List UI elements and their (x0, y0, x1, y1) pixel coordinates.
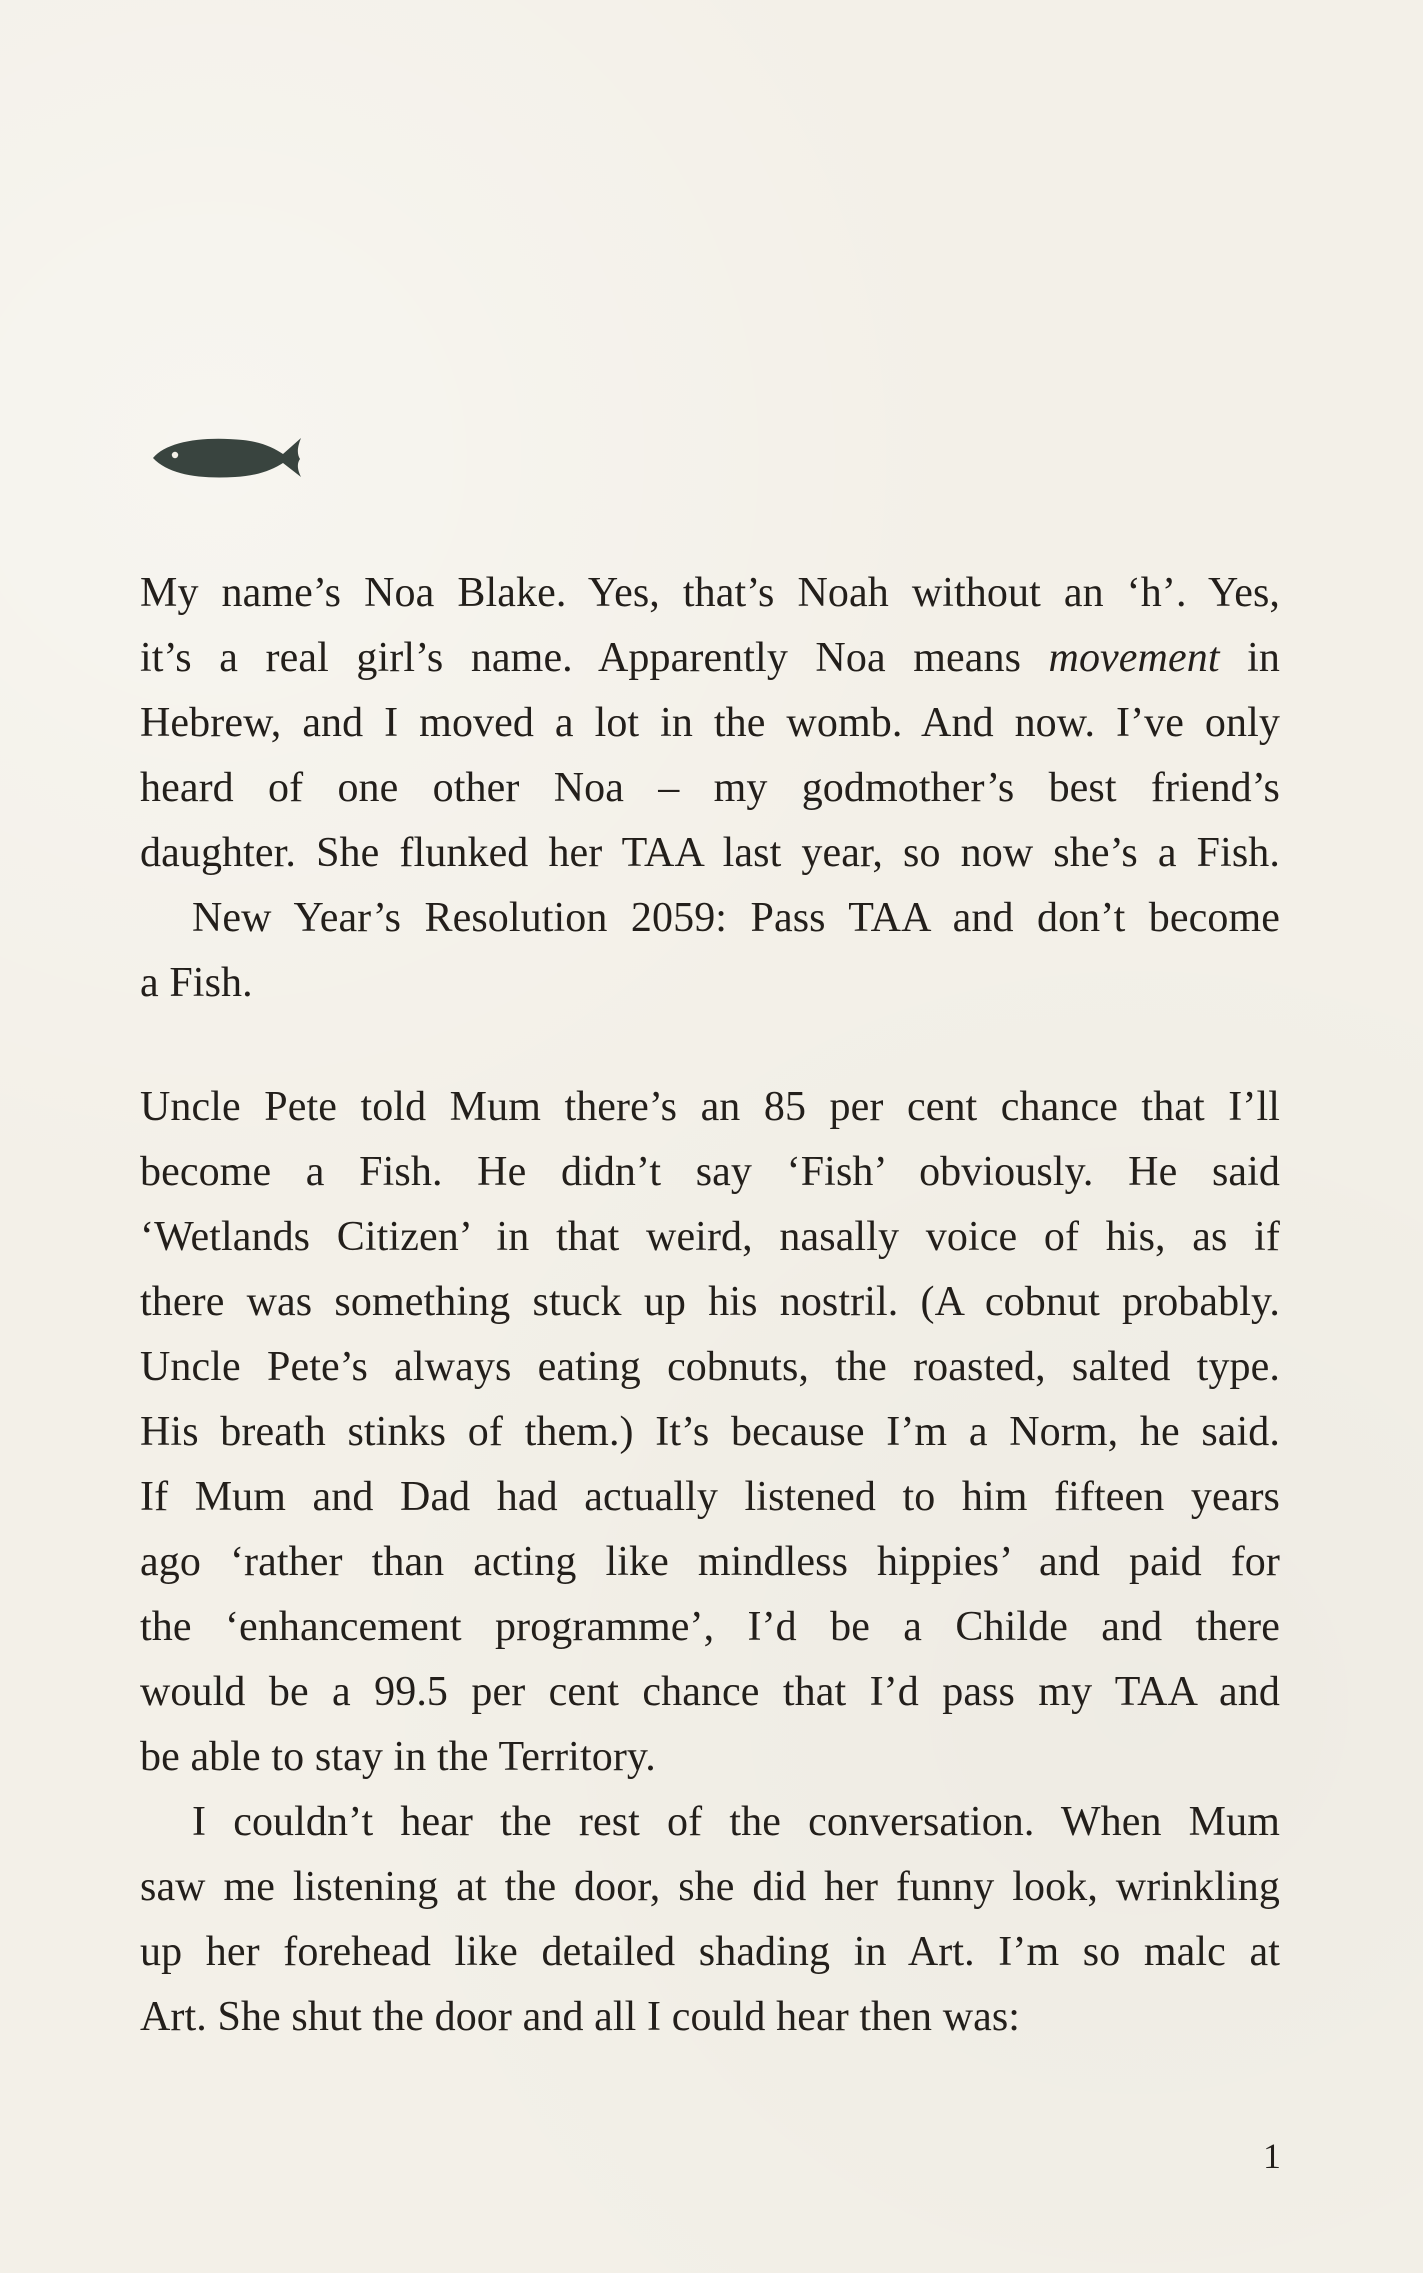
section-2-line-1-text-1: Uncle Pete told Mum there’s an 85 per cent chance that I’ll (140, 1084, 1280, 1130)
section-2-line-12 (140, 1790, 1280, 1855)
section-2-line-4-text-1: there was something stuck up his nostril. (A cobnut probably. (140, 1279, 1280, 1325)
section-2-line-5-text-1: Uncle Pete’s always eating cobnuts, the roasted, salted type. (140, 1344, 1280, 1390)
section-1-line-7-text-1: a Fish. (140, 960, 253, 1006)
section-1-line-1 (140, 561, 1280, 626)
section-2-line-14-text-1: up her forehead like detailed shading in Art. I’m so malc at (140, 1929, 1280, 1975)
section-2-line-1 (140, 1075, 1280, 1140)
section-2-line-5 (140, 1335, 1280, 1400)
section-2-line-10 (140, 1660, 1280, 1725)
section-2 (140, 1075, 1280, 2050)
section-2-line-2-text-1: become a Fish. He didn’t say ‘Fish’ obviously. He said (140, 1149, 1280, 1195)
section-2-line-15 (140, 1985, 1280, 2050)
section-1-line-3-text-1: Hebrew, and I moved a lot in the womb. And now. I’ve only (140, 700, 1280, 746)
section-1-line-2-text-1: it’s a real girl’s name. Apparently Noa means (140, 635, 1049, 681)
section-2-line-13-text-1: saw me listening at the door, she did her funny look, wrinkling (140, 1864, 1280, 1910)
section-2-line-13 (140, 1855, 1280, 1920)
section-2-line-3-text-1: ‘Wetlands Citizen’ in that weird, nasally voice of his, as if (140, 1214, 1280, 1260)
section-2-line-7 (140, 1465, 1280, 1530)
section-2-line-12-text-1: I couldn’t hear the rest of the conversation. When Mum (192, 1799, 1280, 1845)
section-2-line-6 (140, 1400, 1280, 1465)
section-1-line-2-italic-word: movement (1048, 635, 1220, 681)
section-1-line-1-text-1: My name’s Noa Blake. Yes, that’s Noah without an ‘h’. Yes, (140, 570, 1280, 616)
section-1-line-7 (140, 951, 1280, 1016)
section-1-line-6 (140, 886, 1280, 951)
section-2-line-2 (140, 1140, 1280, 1205)
section-1-line-5 (140, 821, 1280, 886)
section-1-line-2 (140, 626, 1280, 691)
section-2-line-11 (140, 1725, 1280, 1790)
section-2-line-11-text-1: be able to stay in the Territory. (140, 1734, 656, 1780)
section-2-line-14 (140, 1920, 1280, 1985)
section-1-line-4 (140, 756, 1280, 821)
page-number: 1 (1263, 2136, 1281, 2176)
section-2-line-15-text-1: Art. She shut the door and all I could hear then was: (140, 1994, 1021, 2040)
section-1 (140, 561, 1280, 1016)
section-1-line-6-text-1: New Year’s Resolution 2059: Pass TAA and don’t become (192, 895, 1280, 941)
section-2-line-7-text-1: If Mum and Dad had actually listened to him fifteen years (140, 1474, 1280, 1520)
fish-icon (147, 430, 307, 484)
section-2-line-8-text-1: ago ‘rather than acting like mindless hippies’ and paid for (140, 1539, 1280, 1585)
section-1-line-5-text-1: daughter. She flunked her TAA last year, so now she’s a Fish. (140, 830, 1280, 876)
section-1-line-4-text-1: heard of one other Noa – my godmother’s best friend’s (140, 765, 1280, 811)
section-2-line-6-text-1: His breath stinks of them.) It’s because I’m a Norm, he said. (140, 1409, 1280, 1455)
section-1-line-3 (140, 691, 1280, 756)
section-2-line-8 (140, 1530, 1280, 1595)
section-2-line-3 (140, 1205, 1280, 1270)
section-2-line-4 (140, 1270, 1280, 1335)
section-1-line-2-text-2: in (1219, 635, 1280, 681)
section-2-line-9-text-1: the ‘enhancement programme’, I’d be a Childe and there (140, 1604, 1280, 1650)
section-2-line-9 (140, 1595, 1280, 1660)
section-2-line-10-text-1: would be a 99.5 per cent chance that I’d pass my TAA and (140, 1669, 1280, 1715)
